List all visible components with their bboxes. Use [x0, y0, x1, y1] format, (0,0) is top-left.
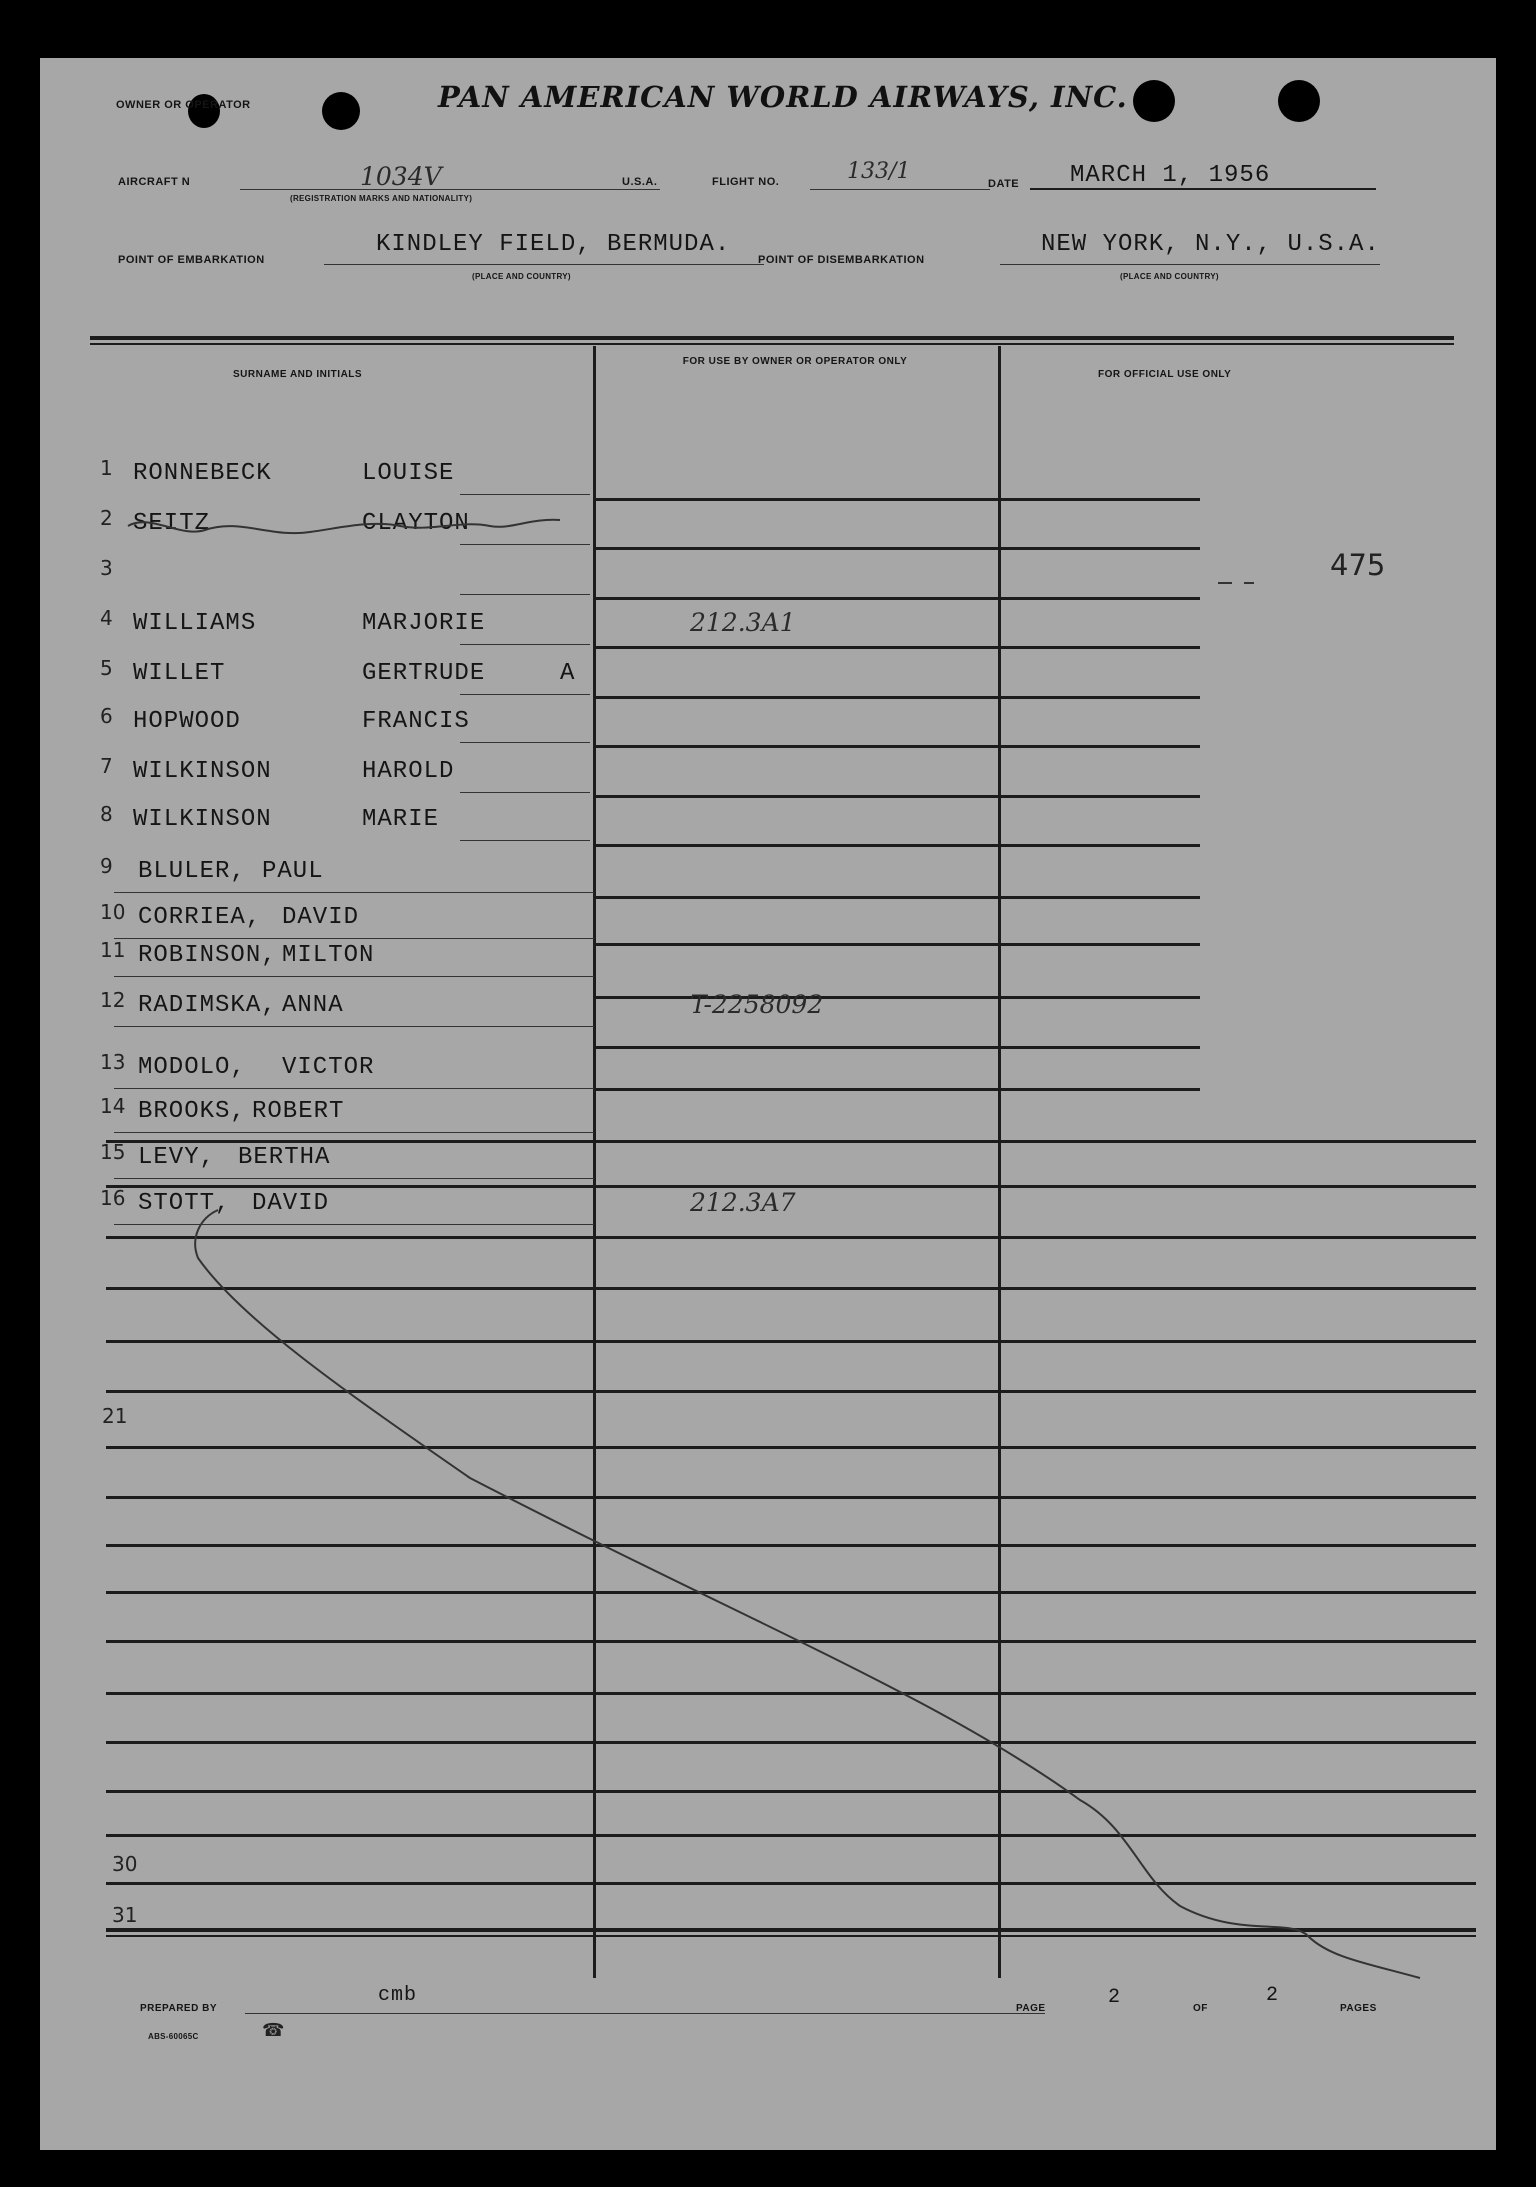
row-number: 9 — [100, 854, 113, 878]
page-value: 2 — [1108, 1986, 1122, 2009]
passenger-surname: WILLIAMS — [133, 610, 257, 637]
passenger-surname: HOPWOOD — [133, 708, 241, 735]
row-number: 10 — [100, 900, 126, 924]
passenger-given-name: MARIE — [362, 806, 440, 833]
flight-label: FLIGHT NO. — [712, 176, 780, 188]
passenger-given-name: DAVID — [282, 904, 360, 931]
strike-marks — [40, 58, 1496, 2150]
date-label: DATE — [988, 178, 1020, 190]
row-number: 6 — [100, 704, 113, 728]
row-number: 14 — [100, 1094, 126, 1118]
owner-label: OWNER OR OPERATOR — [116, 99, 251, 111]
row-number: 15 — [100, 1140, 126, 1164]
aircraft-label: AIRCRAFT N — [118, 176, 191, 188]
row-number: 4 — [100, 606, 113, 630]
embarkation-label: POINT OF EMBARKATION — [118, 254, 265, 266]
passenger-given-name: CLAYTON — [362, 510, 470, 537]
row-number: 2 — [100, 506, 113, 530]
passenger-given-name: LOUISE — [362, 460, 455, 487]
passenger-initial: A — [560, 660, 576, 687]
passenger-given-name: MILTON — [282, 942, 375, 969]
row-number: 12 — [100, 988, 126, 1012]
flight-number: 133/1 — [847, 159, 911, 184]
passenger-surname: MODOLO, — [138, 1054, 246, 1081]
official-mark: 475 — [1330, 548, 1386, 582]
date-value: MARCH 1, 1956 — [1070, 162, 1271, 189]
row-number: 1 — [100, 456, 113, 480]
void-diagonal-line — [195, 1210, 1420, 1978]
row-number: 7 — [100, 754, 113, 778]
passenger-surname: WILKINSON — [133, 806, 272, 833]
owner-note: 212.3A7 — [690, 1188, 796, 1217]
registration-caption: (REGISTRATION MARKS AND NATIONALITY) — [290, 194, 473, 203]
place-caption-embarkation: (PLACE AND COUNTRY) — [472, 272, 571, 281]
passenger-surname: RADIMSKA, — [138, 992, 277, 1019]
of-label: OF — [1193, 2003, 1208, 2014]
row-number: 21 — [102, 1404, 128, 1428]
company-name: PAN AMERICAN WORLD AIRWAYS, INC. — [438, 80, 1128, 114]
prepared-by-value: cmb — [378, 1984, 418, 2007]
passenger-given-name: DAVID — [252, 1190, 330, 1217]
passenger-given-name: MARJORIE — [362, 610, 486, 637]
passenger-given-name: ROBERT — [252, 1098, 345, 1125]
row-number: 11 — [100, 938, 126, 962]
row-number: 30 — [112, 1852, 138, 1876]
embarkation-value: KINDLEY FIELD, BERMUDA. — [376, 231, 731, 258]
row-number: 13 — [100, 1050, 126, 1074]
column-header-official: FOR OFFICIAL USE ONLY — [1098, 369, 1232, 380]
passenger-given-name: HAROLD — [362, 758, 455, 785]
column-header-name: SURNAME AND INITIALS — [233, 369, 363, 380]
usa-label: U.S.A. — [622, 176, 658, 188]
passenger-surname: SEITZ — [133, 510, 211, 537]
passenger-surname: RONNEBECK — [133, 460, 272, 487]
passenger-surname: BLULER, — [138, 858, 246, 885]
passenger-given-name: GERTRUDE — [362, 660, 486, 687]
row-number: 16 — [100, 1186, 126, 1210]
passenger-surname: BROOKS, — [138, 1098, 246, 1125]
manifest-sheet — [40, 58, 1496, 2150]
total-pages-value: 2 — [1266, 1984, 1280, 2007]
row-number: 3 — [100, 556, 113, 580]
form-code: ABS-60065C — [148, 2032, 199, 2041]
passenger-given-name: BERTHA — [238, 1144, 331, 1171]
page-label: PAGE — [1016, 2003, 1046, 2014]
pages-label: PAGES — [1340, 2003, 1377, 2014]
row-number: 31 — [112, 1903, 138, 1927]
passenger-surname: WILKINSON — [133, 758, 272, 785]
aircraft-number: 1034V — [360, 162, 442, 191]
passenger-surname: STOTT, — [138, 1190, 231, 1217]
passenger-given-name: VICTOR — [282, 1054, 375, 1081]
place-caption-disembarkation: (PLACE AND COUNTRY) — [1120, 272, 1219, 281]
disembarkation-label: POINT OF DISEMBARKATION — [758, 254, 925, 266]
row-number: 5 — [100, 656, 113, 680]
passenger-surname: LEVY, — [138, 1144, 216, 1171]
passenger-given-name: FRANCIS — [362, 708, 470, 735]
disembarkation-value: NEW YORK, N.Y., U.S.A. — [1041, 231, 1380, 258]
owner-note: 212.3A1 — [690, 608, 796, 637]
row-number: 8 — [100, 802, 113, 826]
passenger-surname: CORRIEA, — [138, 904, 262, 931]
row-3-strike — [128, 520, 560, 533]
owner-note: T-2258092 — [690, 990, 824, 1019]
column-header-owner: FOR USE BY OWNER OR OPERATOR ONLY — [682, 356, 908, 367]
phone-logo-icon: ☎ — [262, 2020, 285, 2040]
passenger-surname: WILLET — [133, 660, 226, 687]
passenger-surname: ROBINSON, — [138, 942, 277, 969]
passenger-given-name: PAUL — [262, 858, 324, 885]
prepared-by-label: PREPARED BY — [140, 2003, 217, 2014]
passenger-given-name: ANNA — [282, 992, 344, 1019]
